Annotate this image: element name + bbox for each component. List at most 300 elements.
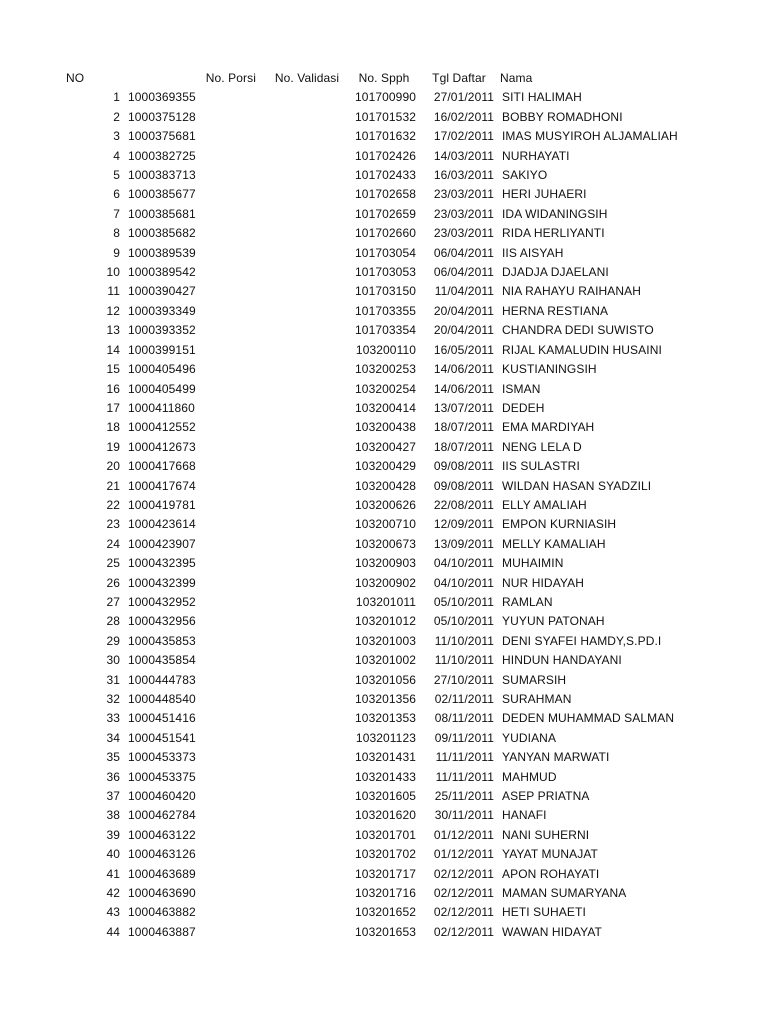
spph-number: 103201653 (355, 924, 416, 939)
validasi-number (266, 515, 348, 534)
spph-number: 103201011 (355, 594, 416, 609)
spph-number: 101703355 (355, 303, 416, 318)
row-number: 7 (113, 206, 120, 221)
registration-date: 09/08/2011 (433, 459, 494, 474)
row-number: 42 (106, 886, 120, 901)
header-nama: Nama (500, 71, 533, 85)
person-name: SUMARSIH (502, 672, 567, 687)
table-row (60, 593, 698, 612)
spph-number: 103200438 (355, 420, 416, 435)
table-row (60, 88, 698, 107)
registration-date: 25/11/2011 (434, 789, 494, 804)
person-name: HETI SUHAETI (502, 905, 586, 920)
validasi-number (266, 263, 348, 282)
person-name: WAWAN HIDAYAT (502, 924, 602, 939)
row-number: 36 (106, 769, 120, 784)
row-number: 30 (106, 653, 120, 668)
spph-number: 103201701 (355, 827, 416, 842)
person-name: NENG LELA D (502, 439, 582, 454)
person-name: NURHAYATI (502, 148, 570, 163)
person-name: BOBBY ROMADHONI (502, 109, 623, 124)
porsi-number: 1000412552 (128, 420, 196, 435)
table-row (60, 224, 698, 243)
validasi-number (266, 380, 348, 399)
registration-date: 02/12/2011 (433, 886, 494, 901)
person-name: DEDEH (502, 400, 545, 415)
table-header (60, 69, 698, 88)
table-body (60, 88, 698, 942)
person-name: EMPON KURNIASIH (502, 517, 617, 532)
validasi-number (266, 360, 348, 379)
table-row (60, 147, 698, 166)
porsi-number: 1000382725 (128, 148, 196, 163)
person-name: APON ROHAYATI (502, 866, 600, 881)
validasi-number (266, 884, 348, 903)
table-row (60, 768, 698, 787)
registration-date: 11/04/2011 (434, 284, 494, 299)
person-name: RAMLAN (502, 594, 553, 609)
validasi-number (266, 729, 348, 748)
registration-date: 23/03/2011 (433, 187, 494, 202)
porsi-number: 1000369355 (128, 90, 196, 105)
spph-number: 101702433 (355, 168, 416, 183)
spph-number: 101700990 (355, 90, 416, 105)
person-name: DJADJA DJAELANI (502, 265, 609, 280)
table-row (60, 418, 698, 437)
validasi-number (266, 787, 348, 806)
row-number: 34 (106, 730, 120, 745)
registration-date: 01/12/2011 (433, 847, 494, 862)
porsi-number: 1000435853 (128, 633, 196, 648)
table-row (60, 826, 698, 845)
person-name: ASEP PRIATNA (502, 789, 590, 804)
spph-number: 103201716 (355, 886, 416, 901)
registration-date: 04/10/2011 (433, 556, 494, 571)
table-row (60, 244, 698, 263)
person-name: ISMAN (502, 381, 541, 396)
porsi-number: 1000383713 (128, 168, 196, 183)
registration-date: 20/04/2011 (433, 303, 494, 318)
validasi-number (266, 554, 348, 573)
validasi-number (266, 224, 348, 243)
validasi-number (266, 477, 348, 496)
porsi-number: 1000399151 (128, 342, 196, 357)
table-row (60, 185, 698, 204)
porsi-number: 1000393352 (128, 323, 196, 338)
porsi-number: 1000435854 (128, 653, 196, 668)
header-spph: No. Spph (358, 71, 410, 85)
validasi-number (266, 496, 348, 515)
porsi-number: 1000432399 (128, 575, 196, 590)
spph-number: 103200902 (355, 575, 416, 590)
validasi-number (266, 244, 348, 263)
validasi-number (266, 535, 348, 554)
porsi-number: 1000385677 (128, 187, 196, 202)
row-number: 32 (106, 692, 120, 706)
person-name: RIDA HERLIYANTI (502, 226, 605, 241)
spph-number: 101701632 (355, 129, 416, 144)
person-name: KUSTIANINGSIH (502, 362, 597, 377)
registration-date: 02/12/2011 (433, 866, 494, 881)
porsi-number: 1000463126 (128, 847, 196, 862)
table-row (60, 321, 698, 340)
row-number: 40 (106, 847, 120, 862)
validasi-number (266, 205, 348, 224)
table-row (60, 884, 698, 903)
registration-date: 16/05/2011 (433, 342, 494, 357)
spph-number: 103201652 (355, 905, 416, 920)
porsi-number: 1000451416 (128, 711, 196, 726)
table-row (60, 651, 698, 670)
registration-date: 27/10/2011 (433, 672, 494, 687)
person-name: YUDIANA (502, 730, 557, 745)
person-name: ELLY AMALIAH (502, 497, 587, 512)
table-row (60, 438, 698, 457)
validasi-number (266, 709, 348, 728)
porsi-number: 1000419781 (128, 497, 196, 512)
table-row (60, 399, 698, 418)
person-name: MAMAN SUMARYANA (502, 886, 627, 901)
porsi-number: 1000412673 (128, 439, 196, 454)
registration-date: 09/08/2011 (433, 478, 494, 493)
porsi-number: 1000463122 (128, 827, 196, 842)
person-name: WILDAN HASAN SYADZILI (502, 478, 652, 493)
row-number: 39 (106, 827, 120, 842)
registration-date: 27/01/2011 (433, 90, 494, 105)
spph-number: 103201003 (355, 633, 416, 648)
porsi-number: 1000463887 (128, 924, 196, 939)
table-row (60, 787, 698, 806)
table-row (60, 360, 698, 379)
table-row (60, 923, 698, 942)
table-row (60, 903, 698, 922)
spph-number: 101702660 (355, 226, 416, 241)
porsi-number: 1000432395 (128, 556, 196, 571)
porsi-number: 1000463689 (128, 866, 196, 881)
person-name: NUR HIDAYAH (502, 575, 584, 590)
table-row (60, 806, 698, 825)
person-name: SURAHMAN (502, 692, 572, 706)
porsi-number: 1000432956 (128, 614, 196, 629)
spph-number: 103201353 (355, 711, 416, 726)
row-number: 19 (106, 439, 120, 454)
person-name: IIS SULASTRI (502, 459, 580, 474)
spph-number: 103201123 (355, 730, 416, 745)
table-row (60, 729, 698, 748)
person-name: HANAFI (502, 808, 547, 823)
person-name: YAYAT MUNAJAT (502, 847, 598, 862)
table-row (60, 535, 698, 554)
registration-date: 16/02/2011 (433, 109, 494, 124)
porsi-number: 1000389542 (128, 265, 196, 280)
table-row (60, 632, 698, 651)
registration-date: 30/11/2011 (434, 808, 494, 823)
row-number: 12 (106, 303, 120, 318)
row-number: 5 (113, 168, 120, 183)
person-name: HERI JUHAERI (502, 187, 587, 202)
table-row (60, 554, 698, 573)
person-name: SITI HALIMAH (502, 90, 582, 105)
spph-number: 101703053 (355, 265, 416, 280)
spph-number: 101701532 (355, 109, 416, 124)
spph-number: 103201702 (355, 847, 416, 862)
porsi-number: 1000393349 (128, 303, 196, 318)
row-number: 41 (106, 866, 120, 881)
porsi-number: 1000444783 (128, 672, 196, 687)
validasi-number (266, 593, 348, 612)
validasi-number (266, 574, 348, 593)
registration-date: 16/03/2011 (433, 168, 494, 183)
spph-number: 103200414 (355, 400, 416, 415)
spph-number: 103201605 (355, 789, 416, 804)
table-row (60, 748, 698, 767)
table-row (60, 515, 698, 534)
spph-number: 103200253 (355, 362, 416, 377)
spph-number: 103200673 (355, 536, 416, 551)
registration-date: 13/07/2011 (433, 400, 494, 415)
porsi-number: 1000375681 (128, 129, 196, 144)
person-name: IMAS MUSYIROH ALJAMALIAH (502, 129, 678, 144)
porsi-number: 1000423907 (128, 536, 196, 551)
row-number: 38 (106, 808, 120, 823)
validasi-number (266, 457, 348, 476)
registration-date: 11/11/2011 (435, 769, 494, 784)
validasi-number (266, 341, 348, 360)
validasi-number (266, 865, 348, 884)
spph-number: 103201002 (355, 653, 416, 668)
validasi-number (266, 748, 348, 767)
porsi-number: 1000453375 (128, 769, 196, 784)
table-row (60, 865, 698, 884)
person-name: NANI SUHERNI (502, 827, 590, 842)
row-number: 16 (106, 381, 120, 396)
header-porsi: No. Porsi (205, 71, 256, 85)
porsi-number: 1000417668 (128, 459, 196, 474)
validasi-number (266, 399, 348, 418)
registration-date: 14/06/2011 (433, 381, 494, 396)
registration-date: 13/09/2011 (433, 536, 494, 551)
person-name: IIS AISYAH (502, 245, 564, 260)
registration-date: 14/06/2011 (433, 362, 494, 377)
validasi-number (266, 88, 348, 107)
row-number: 25 (106, 556, 120, 571)
porsi-number: 1000417674 (128, 478, 196, 493)
person-name: DENI SYAFEI HAMDY,S.PD.I (502, 633, 662, 648)
registration-date: 09/11/2011 (434, 730, 494, 745)
registration-date: 01/12/2011 (433, 827, 494, 842)
porsi-number: 1000432952 (128, 594, 196, 609)
table-row (60, 477, 698, 496)
spph-number: 101702658 (355, 187, 416, 202)
porsi-number: 1000385682 (128, 226, 196, 241)
validasi-number (266, 418, 348, 437)
spph-number: 101703054 (355, 245, 416, 260)
registration-date: 06/04/2011 (433, 245, 494, 260)
spph-number: 103200626 (355, 497, 416, 512)
table-row (60, 496, 698, 515)
row-number: 2 (113, 109, 120, 124)
porsi-number: 1000423614 (128, 517, 196, 532)
validasi-number (266, 826, 348, 845)
porsi-number: 1000460420 (128, 789, 196, 804)
header-validasi: No. Validasi (274, 71, 340, 85)
row-number: 44 (106, 924, 120, 939)
table-row (60, 108, 698, 127)
row-number: 20 (106, 459, 120, 474)
registration-date: 23/03/2011 (433, 206, 494, 221)
registration-date: 02/12/2011 (433, 905, 494, 920)
spph-number: 103201717 (355, 866, 416, 881)
person-name: MUHAIMIN (502, 556, 564, 571)
registration-date: 11/10/2011 (434, 653, 494, 668)
validasi-number (266, 108, 348, 127)
row-number: 22 (106, 497, 120, 512)
validasi-number (266, 166, 348, 185)
table-row (60, 612, 698, 631)
porsi-number: 1000405496 (128, 362, 196, 377)
person-name: DEDEN MUHAMMAD SALMAN (502, 711, 675, 726)
row-number: 31 (106, 672, 120, 687)
person-name: HERNA RESTIANA (502, 303, 609, 318)
table-row (60, 709, 698, 728)
validasi-number (266, 321, 348, 340)
validasi-number (266, 923, 348, 942)
validasi-number (266, 651, 348, 670)
table-row (60, 282, 698, 301)
validasi-number (266, 282, 348, 301)
registration-date: 08/11/2011 (434, 711, 494, 726)
table-row (60, 302, 698, 321)
porsi-number: 1000375128 (128, 109, 196, 124)
validasi-number (266, 845, 348, 864)
porsi-number: 1000463690 (128, 886, 196, 901)
registration-date: 05/10/2011 (433, 614, 494, 629)
row-number: 29 (106, 633, 120, 648)
spph-number: 103200429 (355, 459, 416, 474)
table-row (60, 205, 698, 224)
row-number: 4 (113, 148, 120, 163)
registration-date: 22/08/2011 (433, 497, 494, 512)
person-name: CHANDRA DEDI SUWISTO (502, 323, 654, 338)
spph-number: 101702659 (355, 206, 416, 221)
registration-date: 14/03/2011 (433, 148, 494, 163)
porsi-number: 1000462784 (128, 808, 196, 823)
row-number: 28 (106, 614, 120, 629)
registration-date: 06/04/2011 (433, 265, 494, 280)
spph-number: 103201012 (355, 614, 416, 629)
header-tgl-daftar: Tgl Daftar (432, 71, 486, 85)
row-number: 18 (106, 420, 120, 435)
table-row (60, 263, 698, 282)
row-number: 8 (113, 226, 120, 241)
porsi-number: 1000453373 (128, 750, 196, 765)
table-row (60, 457, 698, 476)
validasi-number (266, 185, 348, 204)
row-number: 13 (106, 323, 120, 338)
person-name: YANYAN MARWATI (502, 750, 610, 765)
registration-date: 20/04/2011 (433, 323, 494, 338)
row-number: 35 (106, 750, 120, 765)
row-number: 11 (107, 284, 120, 299)
spph-number: 103201431 (355, 750, 416, 765)
table-row (60, 690, 698, 709)
validasi-number (266, 903, 348, 922)
validasi-number (266, 632, 348, 651)
registration-date: 17/02/2011 (433, 129, 494, 144)
registration-date: 02/12/2011 (433, 924, 494, 939)
porsi-number: 1000451541 (128, 730, 196, 745)
row-number: 14 (106, 342, 120, 357)
validasi-number (266, 768, 348, 787)
registration-date: 11/10/2011 (434, 633, 494, 648)
porsi-number: 1000463882 (128, 905, 196, 920)
row-number: 24 (106, 536, 120, 551)
spph-number: 103201433 (355, 769, 416, 784)
person-name: IDA WIDANINGSIH (502, 206, 608, 221)
spph-number: 103200428 (355, 478, 416, 493)
row-number: 6 (113, 187, 120, 202)
validasi-number (266, 612, 348, 631)
table-row (60, 574, 698, 593)
registration-date: 18/07/2011 (433, 439, 494, 454)
person-name: YUYUN PATONAH (502, 614, 605, 629)
porsi-number: 1000405499 (128, 381, 196, 396)
validasi-number (266, 438, 348, 457)
registration-date: 11/11/2011 (435, 750, 494, 765)
row-number: 15 (106, 362, 120, 377)
spph-number: 101703354 (355, 323, 416, 338)
table-row (60, 341, 698, 360)
person-name: RIJAL KAMALUDIN HUSAINI (502, 342, 662, 357)
spph-number: 101703150 (355, 284, 416, 299)
spph-number: 103200110 (355, 342, 416, 357)
validasi-number (266, 127, 348, 146)
spph-number: 103201056 (355, 672, 416, 687)
person-name: HINDUN HANDAYANI (502, 653, 622, 668)
validasi-number (266, 671, 348, 690)
person-name: MAHMUD (502, 769, 557, 784)
row-number: 26 (106, 575, 120, 590)
row-number: 3 (113, 129, 120, 144)
table-row (60, 166, 698, 185)
registration-date: 23/03/2011 (433, 226, 494, 241)
validasi-number (266, 302, 348, 321)
registration-date: 18/07/2011 (433, 420, 494, 435)
table-row (60, 127, 698, 146)
row-number: 10 (106, 265, 120, 280)
spph-number: 103200710 (355, 517, 416, 532)
registration-date: 05/10/2011 (433, 594, 494, 609)
table-row (60, 671, 698, 690)
person-name: MELLY KAMALIAH (502, 536, 606, 551)
porsi-number: 1000389539 (128, 245, 196, 260)
validasi-number (266, 147, 348, 166)
spph-number: 103201620 (355, 808, 416, 823)
spph-number: 103200427 (355, 439, 416, 454)
row-number: 1 (113, 90, 120, 105)
spph-number: 103200254 (355, 381, 416, 396)
row-number: 37 (106, 789, 120, 804)
validasi-number (266, 806, 348, 825)
spph-number: 101702426 (355, 148, 416, 163)
spph-number: 103201356 (355, 692, 416, 706)
row-number: 23 (106, 517, 120, 532)
spph-number: 103200903 (355, 556, 416, 571)
row-number: 33 (106, 711, 120, 726)
person-name: EMA MARDIYAH (502, 420, 595, 435)
registration-date: 02/11/2011 (434, 692, 494, 706)
table-row (60, 380, 698, 399)
